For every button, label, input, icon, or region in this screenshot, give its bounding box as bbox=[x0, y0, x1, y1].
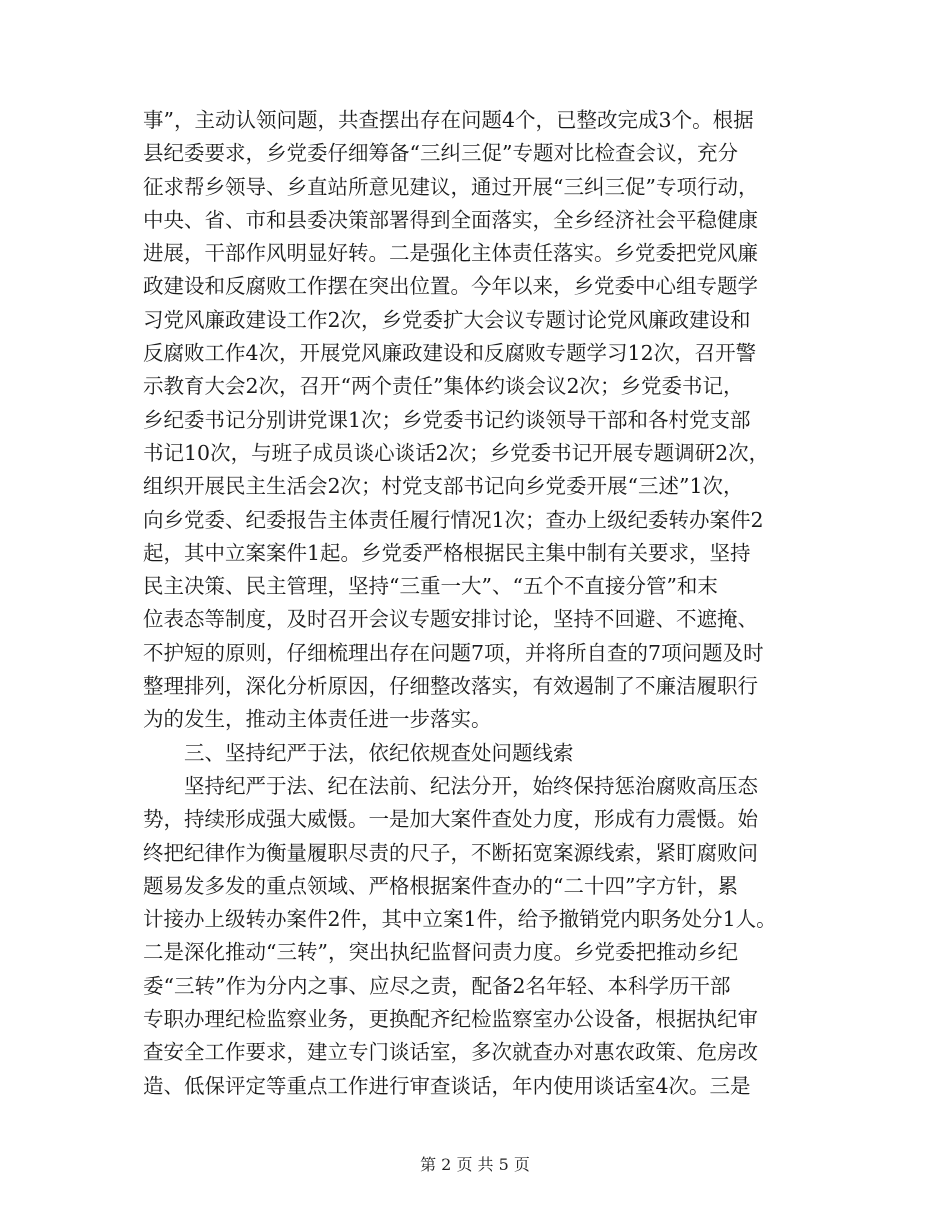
text-line: 位表态等制度，及时召开会议专题安排讨论，坚持不回避、不遮掩、 bbox=[143, 607, 758, 632]
text-line: 向乡党委、纪委报告主体责任履行情况1次；查办上级纪委转办案件2 bbox=[143, 507, 764, 532]
text-line: 委“三转”作为分内之事、应尽之责，配备2名年轻、本科学历干部 bbox=[143, 973, 731, 998]
text-line: 书记10次，与班子成员谈心谈话2次；乡党委书记开展专题调研2次， bbox=[143, 440, 770, 465]
text-line: 题易发多发的重点领域、严格根据案件查办的“二十四”字方针，累 bbox=[143, 873, 738, 898]
text-line: 不护短的原则，仔细梳理出存在问题7项，并将所自查的7项问题及时 bbox=[143, 640, 764, 665]
text-line: 政建设和反腐败工作摆在突出位置。今年以来，乡党委中心组专题学 bbox=[143, 274, 758, 299]
text-line: 进展，干部作风明显好转。二是强化主体责任落实。乡党委把党风廉 bbox=[143, 241, 758, 266]
body-text bbox=[143, 104, 811, 1103]
text-line: 征求帮乡领导、乡直站所意见建议，通过开展“三纠三促”专项行动， bbox=[143, 174, 759, 199]
text-line: 县纪委要求，乡党委仔细筹备“三纠三促”专题对比检查会议，充分 bbox=[143, 141, 738, 166]
text-line: 为的发生，推动主体责任进一步落实。 bbox=[143, 707, 492, 732]
text-line: 事”，主动认领问题，共查摆出存在问题4个，已整改完成3个。根据 bbox=[143, 108, 754, 132]
text-line: 整理排列，深化分析原因，仔细整改落实，有效遏制了不廉洁履职行 bbox=[143, 674, 758, 699]
section-heading: 三、坚持纪严于法，依纪依规查处问题线索 bbox=[184, 740, 574, 765]
page-number-footer: 第 2 页 共 5 页 bbox=[420, 1155, 530, 1174]
paragraph-first-line: 坚持纪严于法、纪在法前、纪法分开，始终保持惩治腐败高压态 bbox=[184, 773, 758, 798]
text-line: 起，其中立案案件1起。乡党委严格根据民主集中制有关要求，坚持 bbox=[143, 540, 751, 565]
text-line: 查安全工作要求，建立专门谈话室，多次就查办对惠农政策、危房改 bbox=[143, 1040, 758, 1065]
text-line: 造、低保评定等重点工作进行审查谈话，年内使用谈话室4次。三是 bbox=[143, 1073, 751, 1098]
text-line: 反腐败工作4次，开展党风廉政建设和反腐败专题学习12次，召开警 bbox=[143, 341, 757, 366]
text-line: 势，持续形成强大威慑。一是加大案件查处力度，形成有力震慑。始 bbox=[143, 807, 758, 832]
text-line: 终把纪律作为衡量履职尽责的尺子，不断拓宽案源线索，紧盯腐败问 bbox=[143, 840, 758, 865]
text-line: 二是深化推动“三转”，突出执纪监督问责力度。乡党委把推动乡纪 bbox=[143, 940, 738, 965]
text-line: 示教育大会2次，召开“两个责任”集体约谈会议2次；乡党委书记， bbox=[143, 374, 744, 399]
text-line: 计接办上级转办案件2件，其中立案1件，给予撤销党内职务处分1人。 bbox=[143, 907, 777, 932]
text-line: 中央、省、市和县委决策部署得到全面落实，全乡经济社会平稳健康 bbox=[143, 207, 758, 232]
text-line: 组织开展民主生活会2次；村党支部书记向乡党委开展“三述”1次， bbox=[143, 474, 744, 499]
text-line: 专职办理纪检监察业务，更换配齐纪检监察室办公设备，根据执纪审 bbox=[143, 1007, 758, 1032]
text-line: 乡纪委书记分别讲党课1次；乡党委书记约谈领导干部和各村党支部 bbox=[143, 407, 751, 432]
text-line: 民主决策、民主管理，坚持“三重一大”、“五个不直接分管”和末 bbox=[143, 574, 718, 599]
text-line: 习党风廉政建设工作2次，乡党委扩大会议专题讨论党风廉政建设和 bbox=[143, 307, 751, 332]
